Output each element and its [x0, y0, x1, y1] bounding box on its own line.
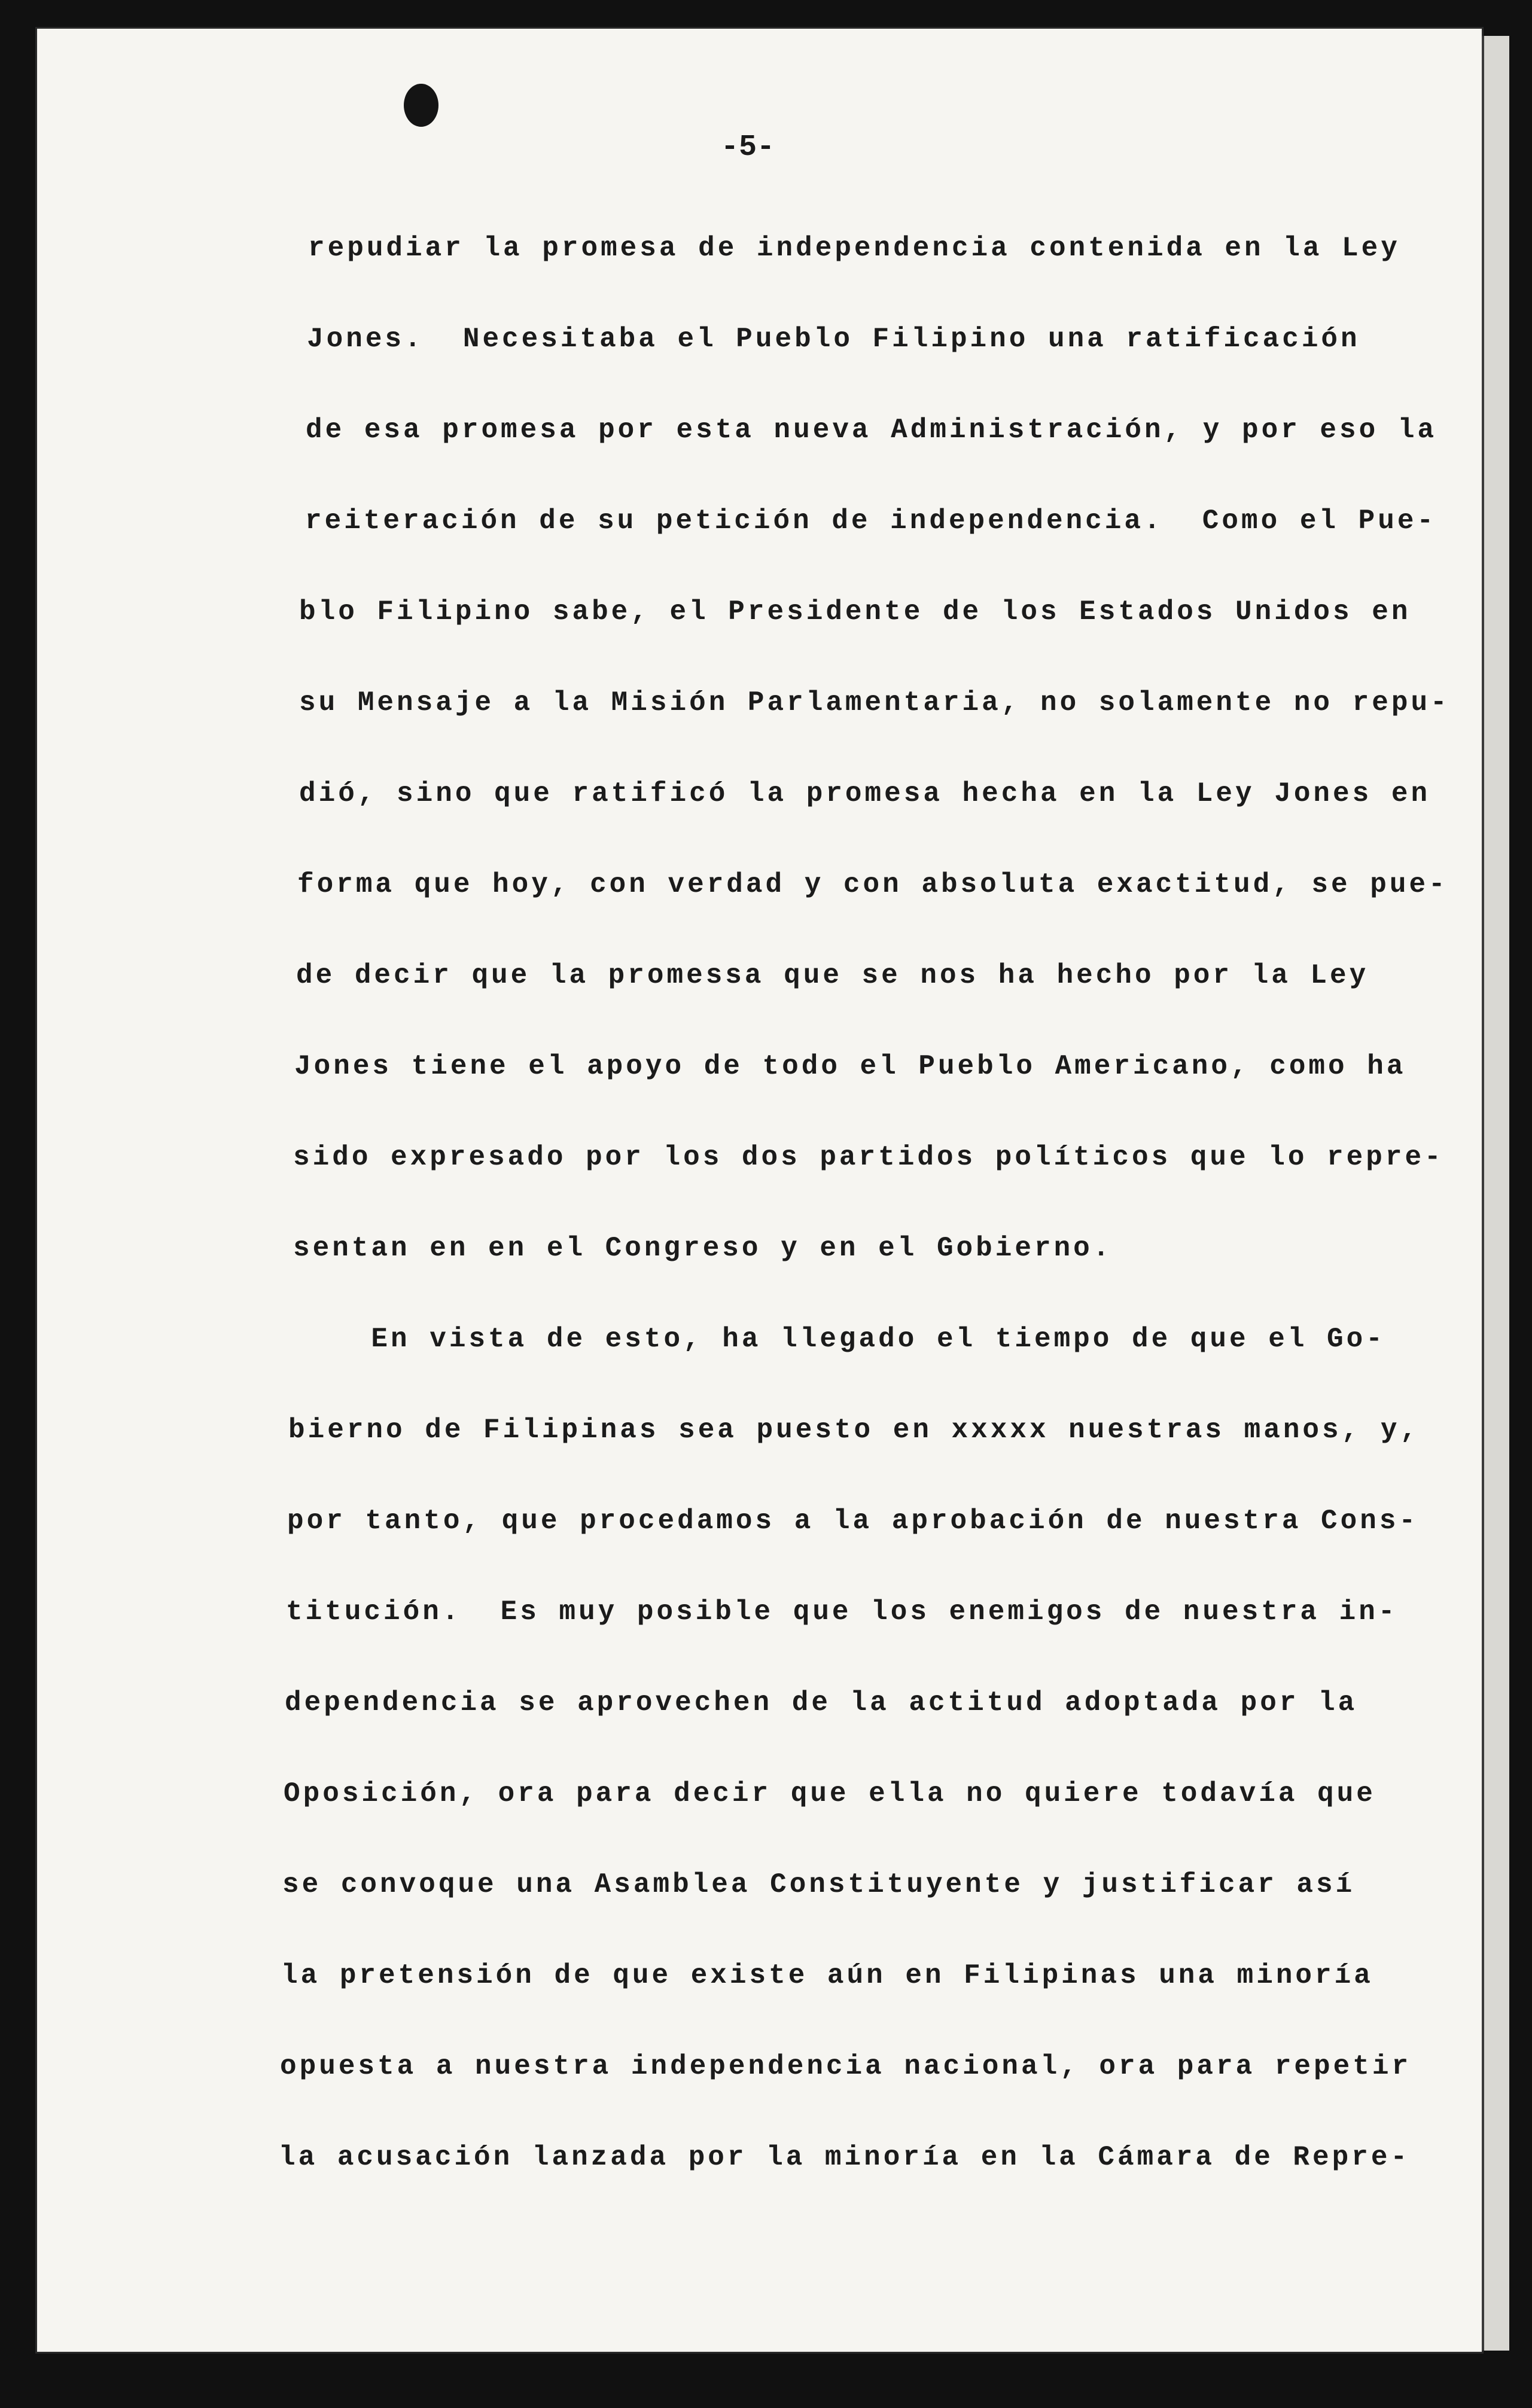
- page-edge: [1482, 36, 1509, 2351]
- body-line: de esa promesa por esta nueva Administración, y por eso la: [306, 414, 1437, 446]
- body-line: Jones tiene el apoyo de todo el Pueblo Americano, como ha: [294, 1051, 1406, 1082]
- body-line: por tanto, que procedamos a la aprobación de nuestra Cons-: [287, 1505, 1419, 1537]
- body-line: blo Filipino sabe, el Presidente de los Estados Unidos en: [299, 596, 1411, 627]
- body-line: la acusación lanzada por la minoría en la Cámara de Repre-: [279, 2142, 1411, 2173]
- page-number: -5-: [721, 130, 775, 164]
- body-line: reiteración de su petición de independencia. Como el Pue-: [305, 505, 1437, 537]
- body-line: En vista de esto, ha llegado el tiempo de que el Go-: [293, 1324, 1385, 1355]
- body-line: de decir que la promessa que se nos ha hecho por la Ley: [296, 960, 1369, 991]
- ink-blot: [404, 84, 438, 127]
- body-line: opuesta a nuestra independencia nacional, ora para repetir: [280, 2051, 1412, 2082]
- body-line: sentan en en el Congreso y en el Gobierno.: [293, 1233, 1113, 1264]
- body-line: Jones. Necesitaba el Pueblo Filipino una ratificación: [307, 324, 1360, 355]
- body-line: forma que hoy, con verdad y con absoluta exactitud, se pue-: [297, 869, 1448, 900]
- body-line: bierno de Filipinas sea puesto en xxxxx nuestras manos, y,: [288, 1415, 1420, 1446]
- body-line: titución. Es muy posible que los enemigos de nuestra in-: [286, 1596, 1398, 1627]
- body-line: Oposición, ora para decir que ella no quiere todavía que: [284, 1778, 1376, 1809]
- body-line: se convoque una Asamblea Constituyente y justificar así: [282, 1869, 1356, 1900]
- body-line: su Mensaje a la Misión Parlamentaria, no solamente no repu-: [299, 687, 1450, 718]
- body-line: la pretensión de que existe aún en Filipinas una minoría: [281, 1960, 1373, 1991]
- body-line: dió, sino que ratificó la promesa hecha en la Ley Jones en: [299, 778, 1431, 809]
- body-line: dependencia se aprovechen de la actitud adoptada por la: [285, 1687, 1358, 1718]
- document-page: [37, 29, 1482, 2352]
- body-line: repudiar la promesa de independencia contenida en la Ley: [308, 233, 1400, 264]
- body-line: sido expresado por los dos partidos políticos que lo repre-: [293, 1142, 1444, 1173]
